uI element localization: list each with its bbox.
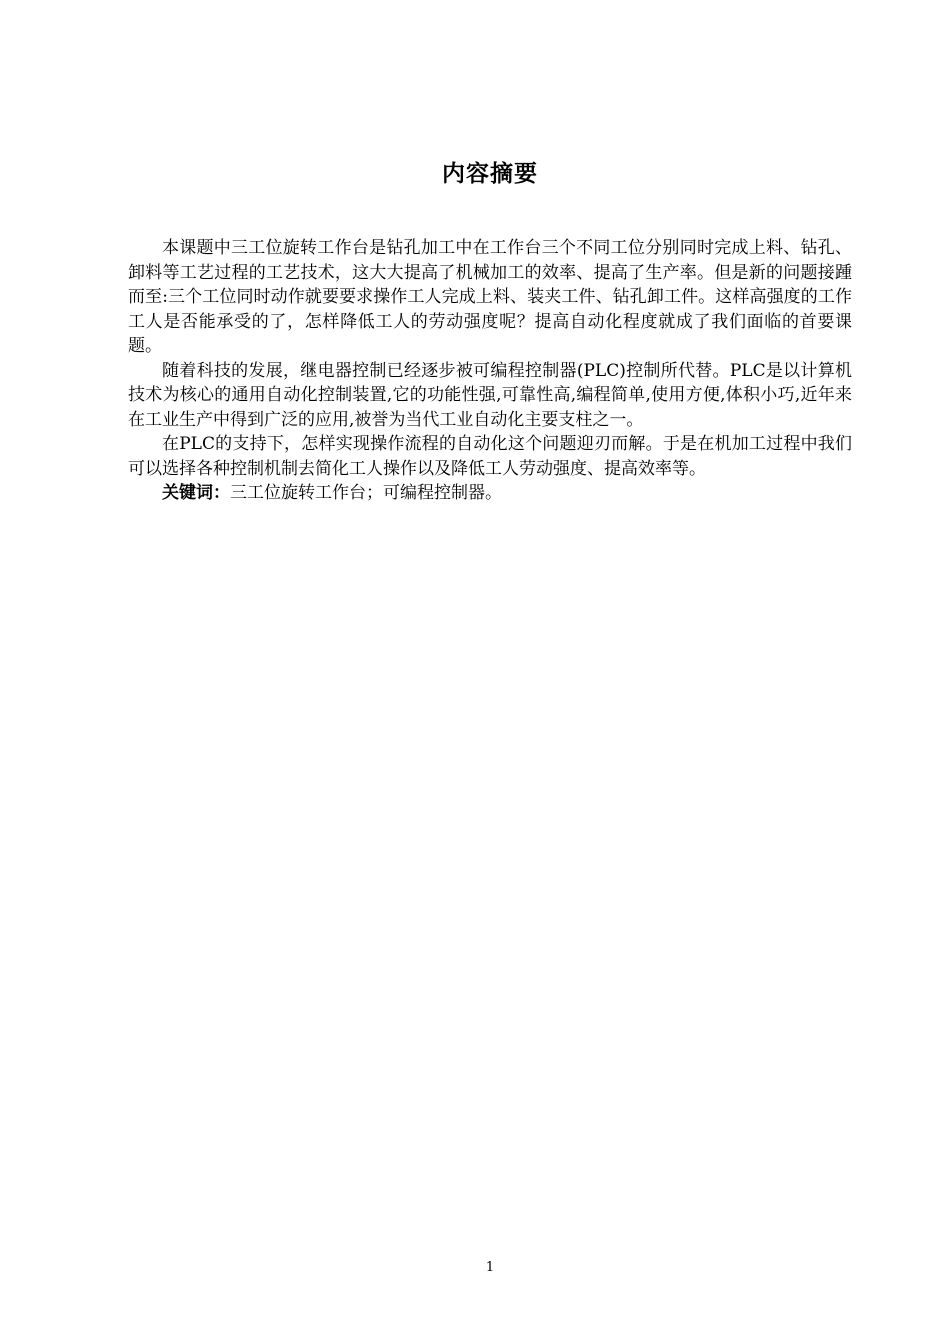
abstract-paragraph-3: 在PLC的支持下，怎样实现操作流程的自动化这个问题迎刃而解。于是在机加工过程中我们可以选择各种控制机制去简化工人操作以及降低工人劳动强度、提高效率等。: [128, 434, 852, 479]
abstract-paragraph-1: 本课题中三工位旋转工作台是钻孔加工中在工作台三个不同工位分别同时完成上料、钻孔、卸料等工艺过程的工艺技术，这大大提高了机械加工的效率、提高了生产率。但是新的问题接踵而至:三个工位同时动作就要要求操作工人完成上料、装夹工件、钻孔卸工件。这样高强度的工作工人是否能承受的了，怎样降低工人的劳动强度呢？提高自动化程度就成了我们面临的首要课题。: [128, 238, 852, 356]
keywords-line: [128, 481, 852, 506]
keywords-label: 关键词：: [162, 483, 230, 503]
page-title: 内容摘要: [442, 161, 538, 187]
page-number: 1: [485, 1260, 495, 1275]
abstract-paragraph-2: 随着科技的发展，继电器控制已经逐步被可编程控制器(PLC)控制所代替。PLC是以计算机技术为核心的通用自动化控制装置,它的功能性强,可靠性高,编程简单,使用方便,体积小巧,近年来在工业生产中得到广泛的应用,被誉为当代工业自动化主要支柱之一。: [128, 360, 852, 430]
keywords-text: 三工位旋转工作台；可编程控制器。: [230, 483, 502, 503]
abstract-body: [128, 236, 852, 506]
